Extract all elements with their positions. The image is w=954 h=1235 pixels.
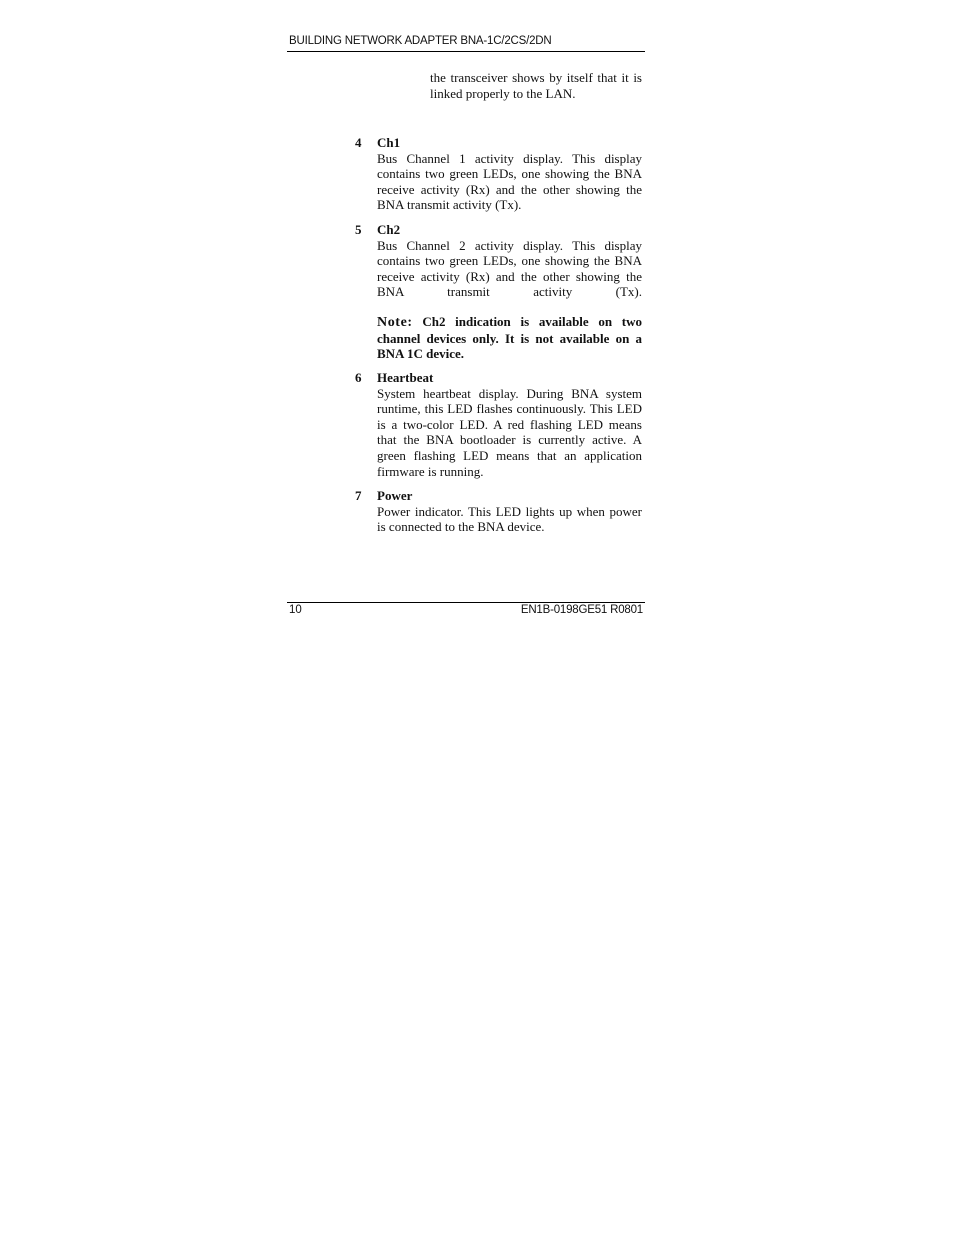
item-title: Heartbeat <box>377 370 434 385</box>
item-description: System heartbeat display. During BNA system runtime, this LED flashes continuously. This LED is a two-color LED. A red flashing LED means that the BNA bootloader is currently active. A green flashing LED means that an application firmware is running. <box>377 385 642 479</box>
item-title: Ch1 <box>377 135 401 150</box>
item-heartbeat <box>355 370 643 479</box>
header-rule <box>287 51 645 52</box>
item-title: Power <box>377 488 413 503</box>
item-power <box>355 488 643 535</box>
item-ch2 <box>355 222 643 362</box>
item-ch1 <box>355 135 643 213</box>
item-description: Power indicator. This LED lights up when power is connected to the BNA device. <box>377 503 642 535</box>
page-number: 10 <box>289 604 302 616</box>
item-number: 6 <box>355 370 362 385</box>
item-number: 7 <box>355 488 362 503</box>
note-label: Note: <box>377 314 413 330</box>
item-description: Bus Channel 2 activity display. This display contains two green LEDs, one showing the BNA receive activity (Rx) and the other showing the BNA transmit activity (Tx). <box>377 237 642 300</box>
footer-rule <box>287 602 645 603</box>
item-number: 4 <box>355 135 362 150</box>
item-number: 5 <box>355 222 362 237</box>
note-text: Ch2 indication is available on two channel devices only. It is not available on a BNA 1C device. <box>377 313 643 362</box>
note-block <box>377 314 642 362</box>
item-title: Ch2 <box>377 222 401 237</box>
running-header: BUILDING NETWORK ADAPTER BNA-1C/2CS/2DN <box>289 35 552 47</box>
intro-paragraph: the transceiver shows by itself that it is linked properly to the LAN. <box>430 70 642 101</box>
item-description: Bus Channel 1 activity display. This display contains two green LEDs, one showing the BNA receive activity (Rx) and the other showing the BNA transmit activity (Tx). <box>377 150 642 213</box>
document-code: EN1B-0198GE51 R0801 <box>520 604 643 616</box>
